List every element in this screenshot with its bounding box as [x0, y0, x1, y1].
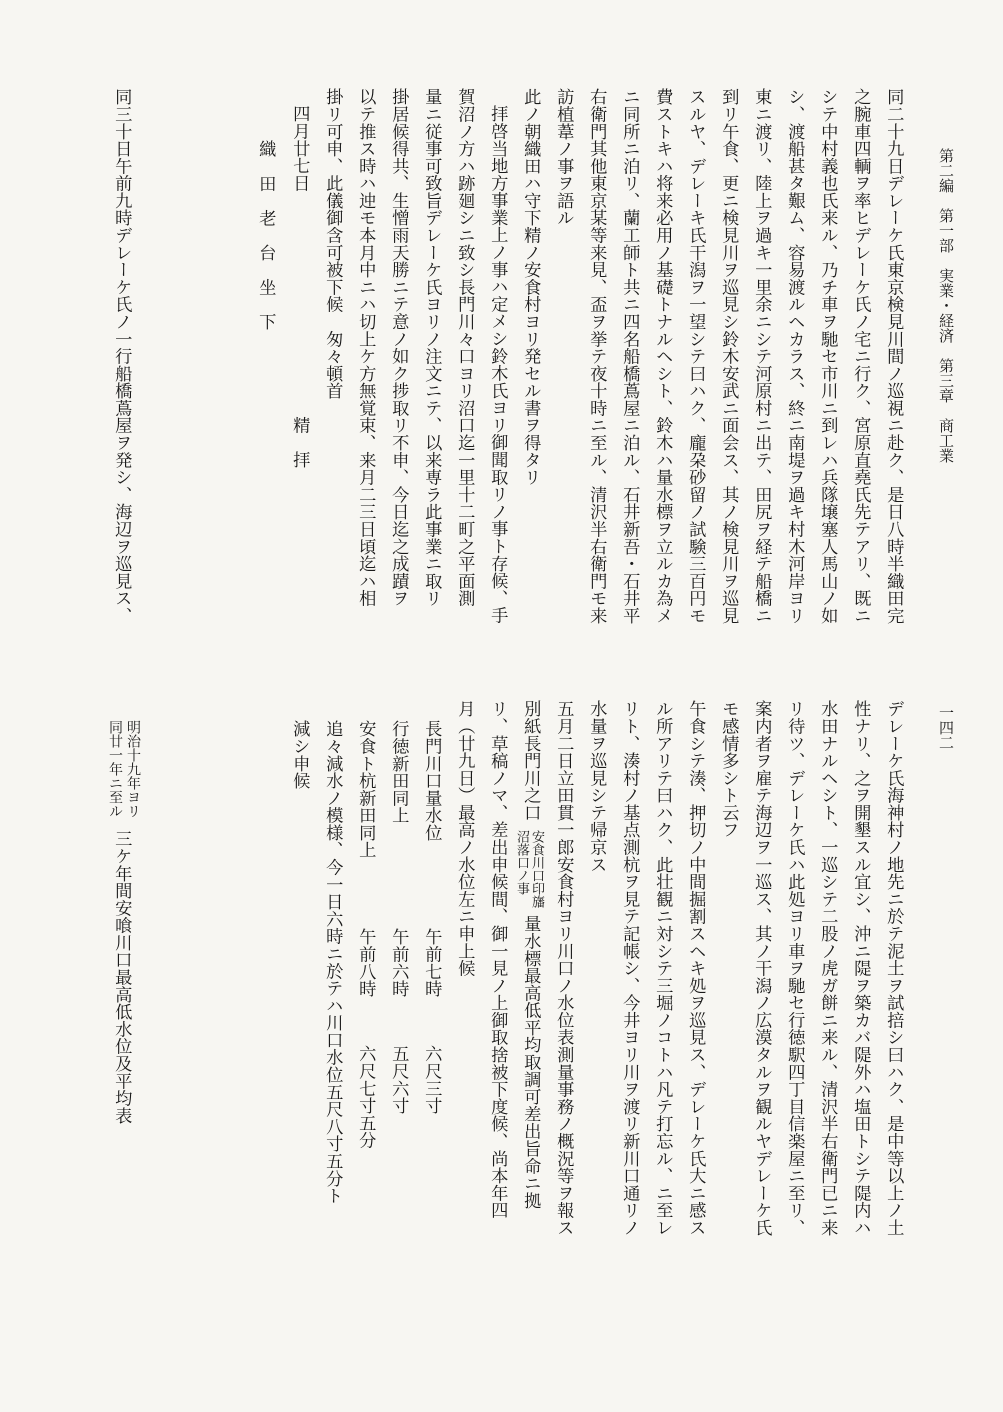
level-value: 六尺三寸 [421, 1045, 442, 1115]
table-title-note: 同廿一年ニ至ル [107, 720, 123, 818]
lower-line: リ待ツ、デレーケ氏ハ此処ヨリ車ヲ馳セ行徳駅四丁目信楽屋ニ至リ、 [784, 700, 805, 1236]
lower-line: 追々減水ノ模様、今一日六時ニ於テハ川口水位五尺八寸五分ト [322, 720, 343, 1205]
lower-line: デレーケ氏海神村ノ地先ニ於テ泥土ヲ試掊シ曰ハク、是中等以上ノ土 [883, 700, 904, 1236]
level-place: 行徳新田同上 [388, 720, 409, 824]
letter-line: 掛リ可申、此儀御含可被下候 匆々頓首 [322, 88, 343, 400]
letter-line: 掛居候得共、生憎雨天勝ニテ意ノ如ク捗取リ不申、今日迄之成蹟ヲ [388, 88, 409, 607]
upper-line: 同三十日午前九時デレーケ氏ノ一行船橋蔦屋ヲ発シ、海辺ヲ巡見ス、 [111, 88, 132, 624]
upper-line: ニ同所ニ泊リ、蘭工師ト共ニ四名船橋蔦屋ニ泊ル、石井新吾・石井平 [619, 88, 640, 624]
lower-line: リ、草稿ノマ、差出申候間、御一見ノ上御取捨被下度候、尚本年四 [487, 700, 508, 1219]
letter-line: 以テ推ス時ハ迚モ本月中ニハ切上ケ方無覚束、来月二三日頃迄ハ相 [355, 88, 376, 607]
upper-line: 東ニ渡リ、陸上ヲ過キ一里余ニシテ河原村ニ出テ、田尻ヲ経テ船橋ニ [751, 88, 772, 624]
upper-line: スルヤ、デレーキ氏干潟ヲ一望シテ曰ハク、龐朶砂留ノ試験三百円モ [685, 88, 706, 624]
upper-line: シ、渡船甚タ艱ム、容易渡ルヘカラス、終ニ南堤ヲ過キ村木河岸ヨリ [784, 88, 805, 624]
upper-line: シテ中村義也氏来ル、乃チ車ヲ馳セ市川ニ到レハ兵隊壌塞人馬山ノ如 [817, 88, 838, 624]
level-time: 午前七時 [421, 928, 442, 998]
lower-line: 別紙長門川之口 [520, 700, 541, 822]
level-place: 安食ト杭新田同上 [355, 720, 376, 859]
inline-note: 安食川口印旛 [529, 830, 544, 908]
lower-line: ル所アリテ曰ハク、此壮観ニ対シテ三堀ノコトハ凡テ打忘ル、ニ至レ [652, 700, 673, 1236]
upper-line: 訪植葦ノ事ヲ語ル [553, 88, 574, 227]
lower-line: 案内者ヲ雇テ海辺ヲ一巡ス、其ノ干潟ノ広漠タルヲ観ルヤデレーケ氏 [751, 700, 772, 1236]
page-number: 一四二 [937, 705, 955, 750]
lower-line: 水田ナルヘシト、一巡シテ二股ノ虎ガ餅ニ来ル、清沢半右衛門已ニ来 [817, 700, 838, 1236]
level-value: 五尺六寸 [388, 1045, 409, 1115]
upper-line: 此ノ朝織田ハ守下精ノ安食村ヨリ発セル書ヲ得タリ [520, 88, 541, 486]
lower-line: 性ナリ、之ヲ開墾スル宜シ、沖ニ隄ヲ築カバ隄外ハ塩田トシテ隄内ハ [850, 700, 871, 1236]
lower-line: リト、湊村ノ基点測杭ヲ見テ記帳シ、今井ヨリ川ヲ渡リ新川口通リノ [619, 700, 640, 1236]
table-title: 三ケ年間安喰川口最高低水位及平均表 [111, 830, 132, 1124]
lower-line: 午食シテ湊、押切ノ中間掘割スヘキ処ヲ巡見ス、デレーケ氏大ニ感ス [685, 700, 706, 1236]
lower-line: 量水標最高低平均取調可差出旨命ニ拠 [520, 915, 541, 1209]
letter-addressee: 織 田 老 台 坐 下 [255, 140, 276, 331]
upper-line: 之腕車四輌ヲ率ヒデレーケ氏ノ宅ニ行ク、宮原直堯氏先テアリ、既ニ [850, 88, 871, 624]
level-place: 長門川口量水位 [421, 720, 442, 842]
letter-date-line: 四月廿七日 精 拝 [289, 105, 310, 469]
upper-line: 右衛門其他東京某等来見、盃ヲ挙テ夜十時ニ至ル、清沢半右衛門モ来 [586, 88, 607, 624]
running-title: 第二編 第一部 実業・経済 第三章 商工業 [937, 148, 955, 463]
lower-line: 五月二日立田貫一郎安食村ヨリ川口ノ水位表測量事務ノ概況等ヲ報ス [553, 700, 574, 1236]
level-time: 午前六時 [388, 928, 409, 998]
inline-note: 沼落口ノ事 [514, 830, 529, 895]
lower-line: 水量ヲ巡見シテ帰京ス [586, 700, 607, 873]
level-time: 午前八時 [355, 928, 376, 998]
upper-line: 同二十九日デレーケ氏東京検見川間ノ巡視ニ赴ク、是日八時半織田完 [883, 88, 904, 624]
letter-line: 賀沼ノ方ハ跡廻シニ致シ長門川々口ヨリ沼口迄一里十二町之平面測 [454, 88, 475, 607]
table-title-note: 明治十九年ヨリ [125, 720, 141, 818]
upper-line: 費ストキハ将来必用ノ基礎トナルヘシト、鈴木ハ量水標ヲ立ルカ為メ [652, 88, 673, 624]
upper-line: 到リ午食、更ニ検見川ヲ巡見シ鈴木安武ニ面会ス、其ノ検見川ヲ巡見 [718, 88, 739, 624]
lower-line: モ感情多シト云フ [718, 700, 739, 839]
letter-line: 量ニ従事可致旨デレーケ氏ヨリノ注文ニテ、以来専ラ此事業ニ取リ [421, 88, 442, 607]
lower-line: 月（廿九日）最高ノ水位左ニ申上候 [454, 700, 475, 977]
level-value: 六尺七寸五分 [355, 1045, 376, 1149]
lower-line: 減シ申候 [289, 720, 310, 790]
letter-line: 拝啓当地方事業上ノ事ハ定メシ鈴木氏ヨリ御聞取リノ事ト存候、手 [487, 105, 508, 624]
